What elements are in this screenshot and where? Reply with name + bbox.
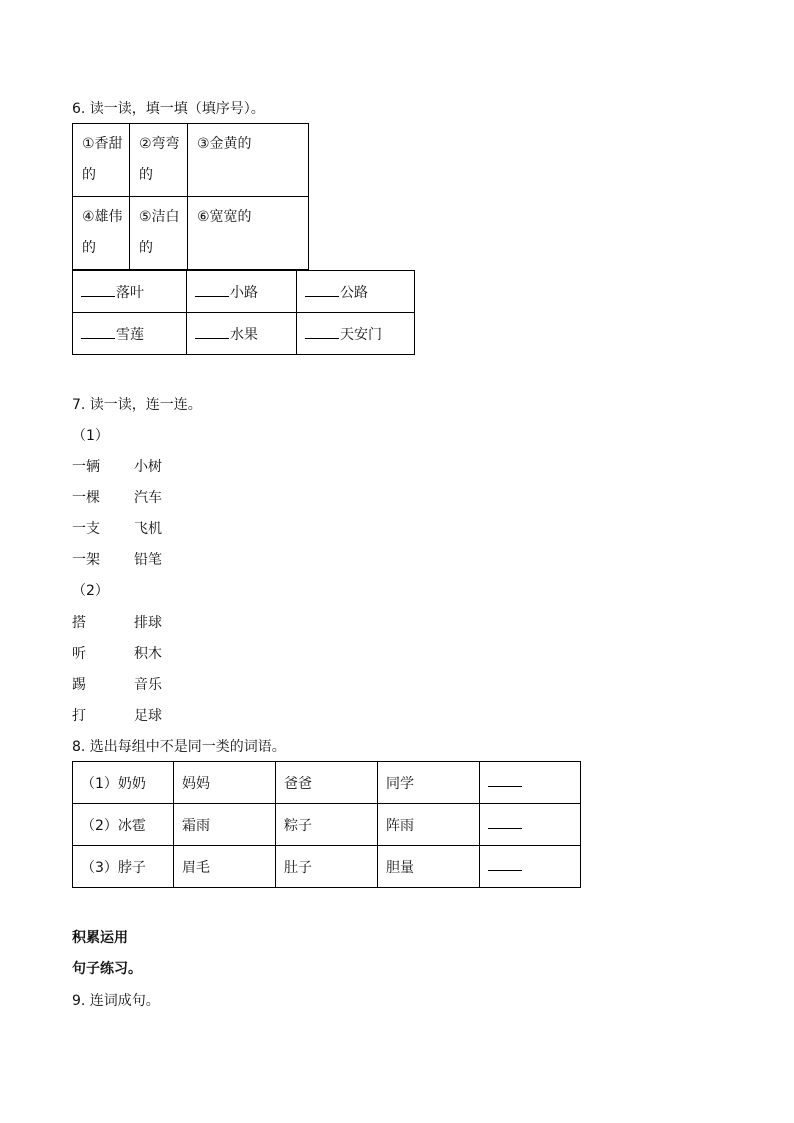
answer-blank[interactable] bbox=[81, 284, 115, 297]
q6-blank-cell[interactable]: 落叶 bbox=[73, 271, 187, 313]
q8-cell: 眉毛 bbox=[174, 846, 276, 888]
q7-right-item[interactable]: 积木 bbox=[134, 646, 162, 662]
q8-table bbox=[72, 761, 581, 888]
q6-option: ③金黄的 bbox=[188, 124, 309, 197]
q7-left-item[interactable]: 打 bbox=[72, 708, 86, 724]
q7-right-item[interactable]: 足球 bbox=[134, 708, 162, 724]
q9-title: 9. 连词成句。 bbox=[72, 993, 160, 1009]
q6-blanks-table bbox=[72, 270, 415, 355]
q6-title: 6. 读一读，填一填（填序号）。 bbox=[72, 101, 265, 117]
answer-blank[interactable] bbox=[488, 858, 522, 871]
q6-blank-cell[interactable]: 雪莲 bbox=[73, 313, 187, 355]
answer-blank[interactable] bbox=[81, 326, 115, 339]
q8-cell: （3）脖子 bbox=[73, 846, 174, 888]
section-heading: 积累运用 bbox=[72, 930, 128, 946]
q7-title: 7. 读一读，连一连。 bbox=[72, 397, 202, 413]
q8-cell: （2）冰雹 bbox=[73, 804, 174, 846]
q7-left-item[interactable]: 一辆 bbox=[72, 459, 100, 475]
answer-blank[interactable] bbox=[488, 816, 522, 829]
q8-answer-cell[interactable] bbox=[480, 762, 581, 804]
q7-right-item[interactable]: 排球 bbox=[134, 615, 162, 631]
q7-left-item[interactable]: 一架 bbox=[72, 552, 100, 568]
q6-option: ⑤洁白的 bbox=[130, 197, 188, 270]
q6-option: ②弯弯的 bbox=[130, 124, 188, 197]
q7-right-item[interactable]: 汽车 bbox=[134, 490, 162, 506]
q8-cell: 霜雨 bbox=[174, 804, 276, 846]
answer-blank[interactable] bbox=[488, 774, 522, 787]
q8-cell: （1）奶奶 bbox=[73, 762, 174, 804]
q7-left-item[interactable]: 搭 bbox=[72, 615, 86, 631]
answer-blank[interactable] bbox=[195, 284, 229, 297]
q8-cell: 胆量 bbox=[378, 846, 480, 888]
q7-left-item[interactable]: 听 bbox=[72, 646, 86, 662]
q6-blank-cell[interactable]: 小路 bbox=[187, 271, 297, 313]
q6-blank-cell[interactable]: 水果 bbox=[187, 313, 297, 355]
section-subheading: 句子练习。 bbox=[72, 961, 142, 977]
q8-cell: 肚子 bbox=[276, 846, 378, 888]
q8-cell: 妈妈 bbox=[174, 762, 276, 804]
q8-cell: 爸爸 bbox=[276, 762, 378, 804]
q7-part1-label: （1） bbox=[72, 428, 109, 444]
answer-blank[interactable] bbox=[305, 326, 339, 339]
q8-answer-cell[interactable] bbox=[480, 846, 581, 888]
q7-left-item[interactable]: 踢 bbox=[72, 677, 86, 693]
q6-blank-cell[interactable]: 公路 bbox=[297, 271, 415, 313]
q8-title: 8. 选出每组中不是同一类的词语。 bbox=[72, 739, 286, 755]
q7-right-item[interactable]: 铅笔 bbox=[134, 552, 162, 568]
q7-right-item[interactable]: 音乐 bbox=[134, 677, 162, 693]
q8-cell: 粽子 bbox=[276, 804, 378, 846]
q6-option: ①香甜的 bbox=[73, 124, 130, 197]
q6-option: ⑥宽宽的 bbox=[188, 197, 309, 270]
q8-cell: 同学 bbox=[378, 762, 480, 804]
q7-right-item[interactable]: 飞机 bbox=[134, 521, 162, 537]
q6-option: ④雄伟的 bbox=[73, 197, 130, 270]
q8-answer-cell[interactable] bbox=[480, 804, 581, 846]
q7-part2-label: （2） bbox=[72, 583, 109, 599]
answer-blank[interactable] bbox=[195, 326, 229, 339]
q7-left-item[interactable]: 一棵 bbox=[72, 490, 100, 506]
q7-right-item[interactable]: 小树 bbox=[134, 459, 162, 475]
q6-options-table bbox=[72, 123, 309, 270]
answer-blank[interactable] bbox=[305, 284, 339, 297]
q6-blank-cell[interactable]: 天安门 bbox=[297, 313, 415, 355]
q8-cell: 阵雨 bbox=[378, 804, 480, 846]
q7-left-item[interactable]: 一支 bbox=[72, 521, 100, 537]
